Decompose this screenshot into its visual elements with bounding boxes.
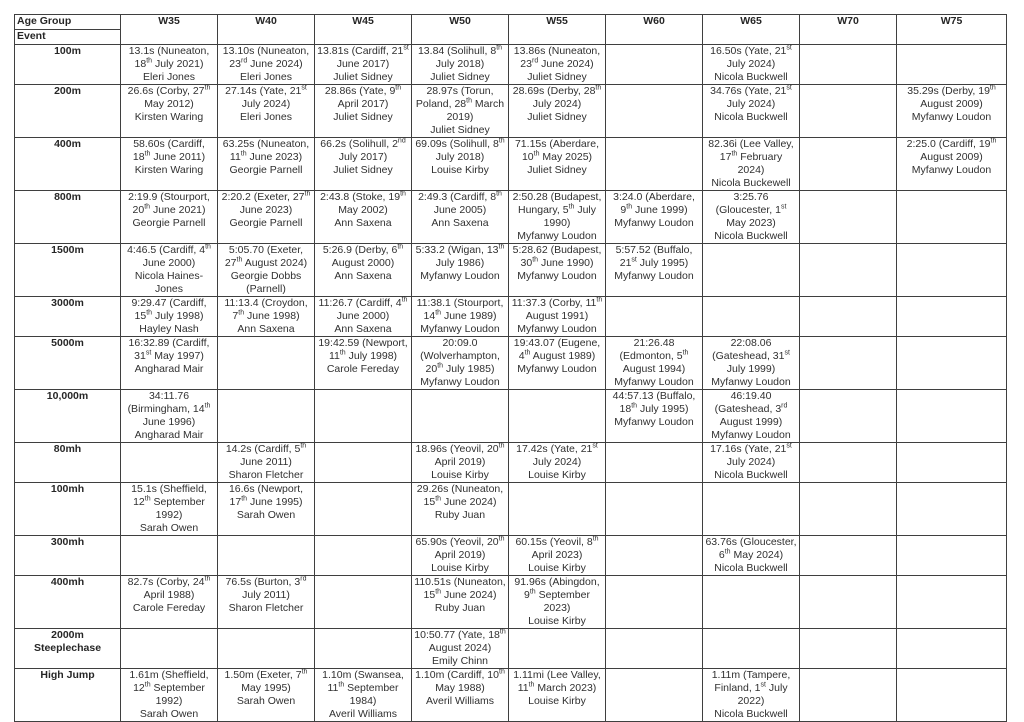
- age-group-header-w65: W65: [703, 15, 800, 45]
- record-cell: [606, 297, 703, 337]
- record-cell: [509, 483, 606, 536]
- record-cell: 63.76s (Gloucester, 6th May 2024) Nicola Buckwell: [703, 536, 800, 576]
- record-cell: [800, 629, 897, 669]
- record-cell: 3:24.0 (Aberdare, 9th June 1999) Myfanwy Loudon: [606, 191, 703, 244]
- record-cell: 91.96s (Abingdon, 9th September 2023) Louise Kirby: [509, 576, 606, 629]
- record-cell: 19:42.59 (Newport, 11th July 1998) Carole Fereday: [315, 337, 412, 390]
- record-cell: [897, 244, 1007, 297]
- event-label: 2000m Steeplechase: [15, 629, 121, 669]
- event-label: 400m: [15, 138, 121, 191]
- record-cell: [897, 45, 1007, 85]
- record-cell: [703, 576, 800, 629]
- record-cell: [897, 576, 1007, 629]
- event-row-5000m: [15, 337, 1007, 390]
- record-cell: 2:43.8 (Stoke, 19th May 2002) Ann Saxena: [315, 191, 412, 244]
- event-label: 5000m: [15, 337, 121, 390]
- record-cell: [218, 536, 315, 576]
- record-cell: 16.6s (Newport, 17th June 1995) Sarah Owen: [218, 483, 315, 536]
- event-row-800m: [15, 191, 1007, 244]
- record-cell: 2:20.2 (Exeter, 27th June 2023) Georgie Parnell: [218, 191, 315, 244]
- record-cell: [218, 390, 315, 443]
- event-row-400mh: [15, 576, 1007, 629]
- record-cell: [800, 138, 897, 191]
- record-cell: [509, 629, 606, 669]
- record-cell: 5:33.2 (Wigan, 13th July 1986) Myfanwy Loudon: [412, 244, 509, 297]
- record-cell: 1.10m (Cardiff, 10th May 1988) Averil Williams: [412, 669, 509, 722]
- record-cell: [315, 629, 412, 669]
- record-cell: 11:38.1 (Stourport, 14th June 1989) Myfanwy Loudon: [412, 297, 509, 337]
- record-cell: [606, 576, 703, 629]
- record-cell: 3:25.76 (Gloucester, 1st May 2023) Nicola Buckwell: [703, 191, 800, 244]
- record-cell: 26.6s (Corby, 27th May 2012) Kirsten Waring: [121, 85, 218, 138]
- event-label: 100mh: [15, 483, 121, 536]
- record-cell: [800, 244, 897, 297]
- record-cell: 18.96s (Yeovil, 20th April 2019) Louise Kirby: [412, 443, 509, 483]
- age-group-header-w40: W40: [218, 15, 315, 45]
- event-row-300mh: [15, 536, 1007, 576]
- record-cell: 9:29.47 (Cardiff, 15th July 1998) Hayley Nash: [121, 297, 218, 337]
- event-label: 3000m: [15, 297, 121, 337]
- record-cell: [897, 669, 1007, 722]
- age-group-label: Age Group: [15, 15, 121, 30]
- record-cell: 28.86s (Yate, 9th April 2017) Juliet Sidney: [315, 85, 412, 138]
- record-cell: 2:25.0 (Cardiff, 19th August 2009) Myfanwy Loudon: [897, 138, 1007, 191]
- event-label: 1500m: [15, 244, 121, 297]
- age-group-header-w60: W60: [606, 15, 703, 45]
- record-cell: [412, 390, 509, 443]
- record-cell: 1.61m (Sheffield, 12th September 1992) Sarah Owen: [121, 669, 218, 722]
- records-tbody: [15, 45, 1007, 722]
- record-cell: 2:49.3 (Cardiff, 8th June 2005) Ann Saxena: [412, 191, 509, 244]
- record-cell: 34.76s (Yate, 21st July 2024) Nicola Buckwell: [703, 85, 800, 138]
- event-label: 80mh: [15, 443, 121, 483]
- age-group-header-w35: W35: [121, 15, 218, 45]
- record-cell: [703, 629, 800, 669]
- record-cell: 1.11m (Tampere, Finland, 1st July 2022) Nicola Buckwell: [703, 669, 800, 722]
- event-row-3000m: [15, 297, 1007, 337]
- record-cell: [897, 297, 1007, 337]
- record-cell: [218, 337, 315, 390]
- record-cell: 22:08.06 (Gateshead, 31st July 1999) Myfanwy Loudon: [703, 337, 800, 390]
- record-cell: 63.25s (Nuneaton, 11th June 2023) Georgie Parnell: [218, 138, 315, 191]
- record-cell: [121, 536, 218, 576]
- age-group-records-table: [14, 14, 1007, 722]
- record-cell: 10:50.77 (Yate, 18th August 2024) Emily Chinn: [412, 629, 509, 669]
- event-header-label: Event: [15, 30, 121, 45]
- record-cell: 60.15s (Yeovil, 8th April 2023) Louise Kirby: [509, 536, 606, 576]
- record-cell: [897, 191, 1007, 244]
- record-cell: [315, 390, 412, 443]
- record-cell: [800, 85, 897, 138]
- record-cell: [800, 390, 897, 443]
- record-cell: 82.36i (Lee Valley, 17th February 2024) Nicola Buckewell: [703, 138, 800, 191]
- event-label: 400mh: [15, 576, 121, 629]
- record-cell: 16:32.89 (Cardiff, 31st May 1997) Angharad Mair: [121, 337, 218, 390]
- record-cell: 1.11mi (Lee Valley, 11th March 2023) Louise Kirby: [509, 669, 606, 722]
- record-cell: 27.14s (Yate, 21st July 2024) Eleri Jones: [218, 85, 315, 138]
- record-cell: 4:46.5 (Cardiff, 4th June 2000) Nicola Haines-Jones: [121, 244, 218, 297]
- event-label: 100m: [15, 45, 121, 85]
- record-cell: 110.51s (Nuneaton, 15th June 2024) Ruby Juan: [412, 576, 509, 629]
- age-group-header-w75: W75: [897, 15, 1007, 45]
- record-cell: [897, 443, 1007, 483]
- record-cell: 44:57.13 (Buffalo, 18th July 1995) Myfanwy Loudon: [606, 390, 703, 443]
- record-cell: 13.84 (Solihull, 8th July 2018) Juliet Sidney: [412, 45, 509, 85]
- record-cell: [800, 483, 897, 536]
- record-cell: 65.90s (Yeovil, 20th April 2019) Louise Kirby: [412, 536, 509, 576]
- record-cell: 21:26.48 (Edmonton, 5th August 1994) Myfanwy Loudon: [606, 337, 703, 390]
- record-cell: [800, 536, 897, 576]
- record-cell: 2:19.9 (Stourport, 20th June 2021) Georgie Parnell: [121, 191, 218, 244]
- record-cell: [897, 337, 1007, 390]
- record-cell: 1.10m (Swansea, 11th September 1984) Averil Williams: [315, 669, 412, 722]
- record-cell: 76.5s (Burton, 3rd July 2011) Sharon Fletcher: [218, 576, 315, 629]
- record-cell: [800, 337, 897, 390]
- event-row-10-000m: [15, 390, 1007, 443]
- event-row-100m: [15, 45, 1007, 85]
- event-row-2000m-steeplechase: [15, 629, 1007, 669]
- record-cell: 46:19.40 (Gateshead, 3rd August 1999) Myfanwy Loudon: [703, 390, 800, 443]
- event-label: High Jump: [15, 669, 121, 722]
- record-cell: [800, 191, 897, 244]
- record-cell: 58.60s (Cardiff, 18th June 2011) Kirsten Waring: [121, 138, 218, 191]
- record-cell: [315, 536, 412, 576]
- record-cell: [606, 443, 703, 483]
- record-cell: 16.50s (Yate, 21st July 2024) Nicola Buckwell: [703, 45, 800, 85]
- event-label: 10,000m: [15, 390, 121, 443]
- age-group-header-w45: W45: [315, 15, 412, 45]
- event-row-100mh: [15, 483, 1007, 536]
- record-cell: [606, 536, 703, 576]
- record-cell: 20:09.0 (Wolverhampton, 20th July 1985) Myfanwy Loudon: [412, 337, 509, 390]
- record-cell: 5:05.70 (Exeter, 27th August 2024) Georgie Dobbs (Parnell): [218, 244, 315, 297]
- record-cell: [897, 483, 1007, 536]
- record-cell: [703, 297, 800, 337]
- record-cell: 5:26.9 (Derby, 6th August 2000) Ann Saxena: [315, 244, 412, 297]
- record-cell: [606, 45, 703, 85]
- record-cell: 13.10s (Nuneaton, 23rd June 2024) Eleri Jones: [218, 45, 315, 85]
- event-label: 800m: [15, 191, 121, 244]
- record-cell: 17.16s (Yate, 21st July 2024) Nicola Buckwell: [703, 443, 800, 483]
- record-cell: 34:11.76 (Birmingham, 14th June 1996) Angharad Mair: [121, 390, 218, 443]
- record-cell: 13.81s (Cardiff, 21st June 2017) Juliet Sidney: [315, 45, 412, 85]
- event-row-high-jump: [15, 669, 1007, 722]
- record-cell: 69.09s (Solihull, 8th July 2018) Louise Kirby: [412, 138, 509, 191]
- age-group-header-w70: W70: [800, 15, 897, 45]
- record-cell: [897, 536, 1007, 576]
- record-cell: 35.29s (Derby, 19th August 2009) Myfanwy Loudon: [897, 85, 1007, 138]
- record-cell: 11:37.3 (Corby, 11th August 1991) Myfanwy Loudon: [509, 297, 606, 337]
- record-cell: 71.15s (Aberdare, 10th May 2025) Juliet Sidney: [509, 138, 606, 191]
- event-row-200m: [15, 85, 1007, 138]
- record-cell: 5:57.52 (Buffalo, 21st July 1995) Myfanwy Loudon: [606, 244, 703, 297]
- record-cell: 2:50.28 (Budapest, Hungary, 5th July 1990) Myfanwy Loudon: [509, 191, 606, 244]
- record-cell: [218, 629, 315, 669]
- record-cell: 13.86s (Nuneaton, 23rd June 2024) Juliet Sidney: [509, 45, 606, 85]
- record-cell: 11:26.7 (Cardiff, 4th June 2000) Ann Saxena: [315, 297, 412, 337]
- record-cell: [315, 576, 412, 629]
- record-cell: 29.26s (Nuneaton, 15th June 2024) Ruby Juan: [412, 483, 509, 536]
- record-cell: 28.69s (Derby, 28th July 2024) Juliet Sidney: [509, 85, 606, 138]
- record-cell: [897, 390, 1007, 443]
- record-cell: [800, 443, 897, 483]
- event-label: 200m: [15, 85, 121, 138]
- age-group-header-w55: W55: [509, 15, 606, 45]
- record-cell: [606, 669, 703, 722]
- record-cell: [897, 629, 1007, 669]
- record-cell: [606, 138, 703, 191]
- record-cell: [800, 669, 897, 722]
- record-cell: 82.7s (Corby, 24th April 1988) Carole Fereday: [121, 576, 218, 629]
- record-cell: 5:28.62 (Budapest, 30th June 1990) Myfanwy Loudon: [509, 244, 606, 297]
- header-row-1: [15, 15, 1007, 30]
- record-cell: 28.97s (Torun, Poland, 28th March 2019) Juliet Sidney: [412, 85, 509, 138]
- record-cell: [703, 244, 800, 297]
- event-label: 300mh: [15, 536, 121, 576]
- record-cell: 17.42s (Yate, 21st July 2024) Louise Kirby: [509, 443, 606, 483]
- event-row-400m: [15, 138, 1007, 191]
- record-cell: 1.50m (Exeter, 7th May 1995) Sarah Owen: [218, 669, 315, 722]
- record-cell: [800, 297, 897, 337]
- record-cell: [800, 576, 897, 629]
- record-cell: 11:13.4 (Croydon, 7th June 1998) Ann Saxena: [218, 297, 315, 337]
- record-cell: [606, 483, 703, 536]
- record-cell: 19:43.07 (Eugene, 4th August 1989) Myfanwy Loudon: [509, 337, 606, 390]
- record-cell: 13.1s (Nuneaton, 18th July 2021) Eleri Jones: [121, 45, 218, 85]
- record-cell: [703, 483, 800, 536]
- record-cell: 15.1s (Sheffield, 12th September 1992) Sarah Owen: [121, 483, 218, 536]
- record-cell: [509, 390, 606, 443]
- record-cell: [800, 45, 897, 85]
- record-cell: 66.2s (Solihull, 2nd July 2017) Juliet Sidney: [315, 138, 412, 191]
- record-cell: [121, 629, 218, 669]
- record-cell: [606, 629, 703, 669]
- record-cell: [315, 483, 412, 536]
- record-cell: [315, 443, 412, 483]
- event-row-1500m: [15, 244, 1007, 297]
- record-cell: 14.2s (Cardiff, 5th June 2011) Sharon Fletcher: [218, 443, 315, 483]
- event-row-80mh: [15, 443, 1007, 483]
- record-cell: [121, 443, 218, 483]
- record-cell: [606, 85, 703, 138]
- age-group-header-w50: W50: [412, 15, 509, 45]
